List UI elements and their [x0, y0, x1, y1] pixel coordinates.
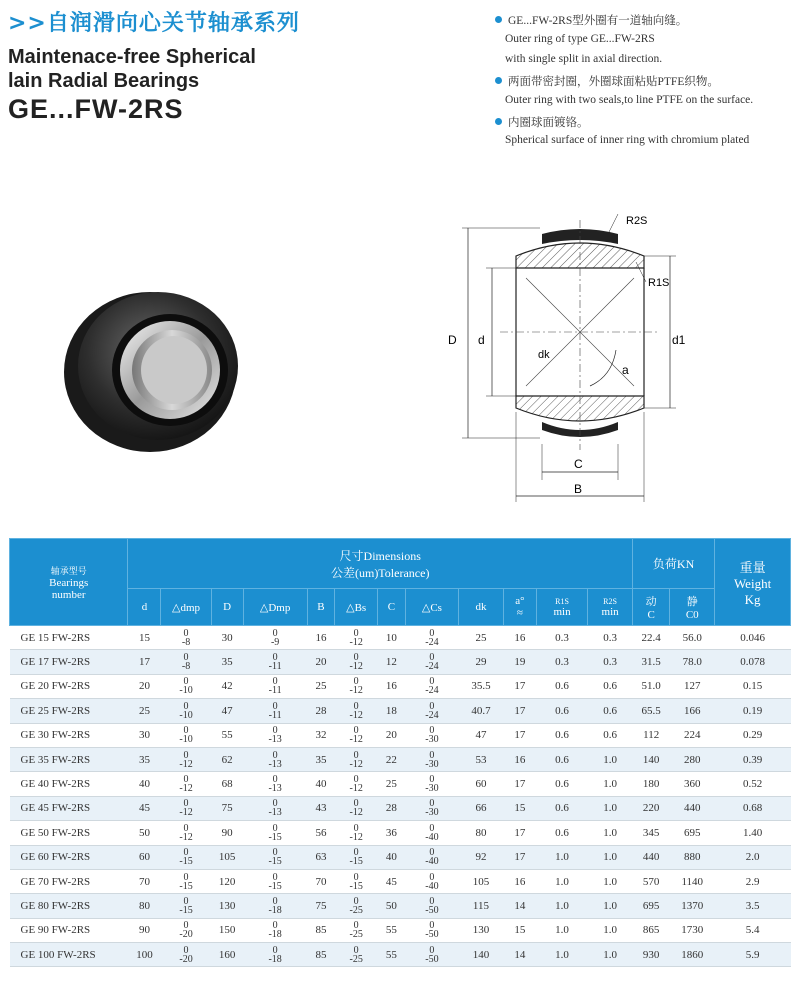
cell-sta: 440	[670, 796, 715, 820]
cell-Bs: 0 -12	[335, 747, 378, 771]
cell-Cs: 0 -40	[405, 869, 458, 893]
cell-D: 130	[211, 894, 243, 918]
cell-r1: 0.6	[536, 674, 587, 698]
cell-Cs: 0 -24	[405, 626, 458, 650]
cell-d: 50	[128, 821, 161, 845]
cell-Cs: 0 -24	[405, 650, 458, 674]
label-dk: dk	[538, 349, 550, 361]
cell-r2: 0.6	[588, 699, 633, 723]
cell-w: 0.15	[715, 674, 791, 698]
cell-a: 17	[503, 772, 536, 796]
cell-w: 3.5	[715, 894, 791, 918]
feature-3-en: Spherical surface of inner ring with chromium plated	[505, 134, 750, 146]
table-row	[10, 723, 791, 747]
cell-dmp: 0 -12	[161, 821, 211, 845]
label-d: d	[478, 333, 485, 347]
col-Dmp: △Dmp	[243, 589, 307, 626]
cell-Cs: 0 -50	[405, 894, 458, 918]
cell-model: GE 30 FW-2RS	[10, 723, 128, 747]
cell-C: 50	[378, 894, 406, 918]
specs-table-body	[10, 626, 791, 967]
cell-C: 25	[378, 772, 406, 796]
cell-dyn: 112	[633, 723, 670, 747]
cell-D: 75	[211, 796, 243, 820]
cell-sta: 1860	[670, 943, 715, 967]
product-title-line2: lain Radial Bearings	[8, 70, 200, 92]
cell-B: 63	[307, 845, 335, 869]
cell-model: GE 17 FW-2RS	[10, 650, 128, 674]
cell-D: 30	[211, 626, 243, 650]
cell-C: 20	[378, 723, 406, 747]
cell-model: GE 90 FW-2RS	[10, 918, 128, 942]
cell-model: GE 60 FW-2RS	[10, 845, 128, 869]
cell-D: 105	[211, 845, 243, 869]
cell-dk: 92	[459, 845, 504, 869]
cell-dk: 53	[459, 747, 504, 771]
feature-1-en-line2: with single split in axial direction.	[505, 53, 663, 65]
cell-d: 17	[128, 650, 161, 674]
cell-C: 10	[378, 626, 406, 650]
feature-2-cn: 两面带密封圈，外圈球面粘贴PTFE织物。	[495, 73, 719, 89]
cell-sta: 1140	[670, 869, 715, 893]
col-B: B	[307, 589, 335, 626]
cell-sta: 224	[670, 723, 715, 747]
cell-r1: 0.6	[536, 796, 587, 820]
cell-C: 18	[378, 699, 406, 723]
col-Cs: △Cs	[405, 589, 458, 626]
col-dynamic: 动 C	[633, 589, 670, 626]
cell-sta: 280	[670, 747, 715, 771]
specs-table	[9, 538, 791, 967]
cell-dmp: 0 -15	[161, 869, 211, 893]
table-row	[10, 772, 791, 796]
cell-r2: 1.0	[588, 894, 633, 918]
cell-Cs: 0 -24	[405, 699, 458, 723]
cell-B: 85	[307, 943, 335, 967]
cell-w: 1.40	[715, 821, 791, 845]
cell-r1: 0.3	[536, 626, 587, 650]
cell-Cs: 0 -30	[405, 796, 458, 820]
feature-2-en: Outer ring with two seals,to line PTFE on the surface.	[505, 94, 754, 106]
cell-a: 14	[503, 943, 536, 967]
cell-d: 30	[128, 723, 161, 747]
cell-Dmp: 0 -11	[243, 674, 307, 698]
table-row	[10, 869, 791, 893]
table-row	[10, 796, 791, 820]
cell-sta: 1730	[670, 918, 715, 942]
cell-dmp: 0 -8	[161, 650, 211, 674]
cell-r1: 1.0	[536, 894, 587, 918]
label-r1s: R1S	[648, 277, 670, 289]
cell-sta: 360	[670, 772, 715, 796]
cell-D: 120	[211, 869, 243, 893]
cell-dk: 60	[459, 772, 504, 796]
cell-dk: 115	[459, 894, 504, 918]
col-dk: dk	[459, 589, 504, 626]
cell-r2: 0.3	[588, 650, 633, 674]
cell-r1: 0.6	[536, 821, 587, 845]
cell-B: 70	[307, 869, 335, 893]
bullet-icon	[495, 118, 502, 125]
cell-D: 62	[211, 747, 243, 771]
cell-r2: 0.6	[588, 674, 633, 698]
cell-a: 16	[503, 747, 536, 771]
cell-dyn: 440	[633, 845, 670, 869]
cell-dmp: 0 -10	[161, 723, 211, 747]
cell-dyn: 180	[633, 772, 670, 796]
cell-C: 12	[378, 650, 406, 674]
cell-C: 55	[378, 943, 406, 967]
cell-a: 16	[503, 869, 536, 893]
table-row	[10, 699, 791, 723]
cell-Dmp: 0 -18	[243, 918, 307, 942]
table-row	[10, 747, 791, 771]
cell-Cs: 0 -30	[405, 772, 458, 796]
cell-r2: 1.0	[588, 747, 633, 771]
cell-B: 16	[307, 626, 335, 650]
cell-Bs: 0 -25	[335, 943, 378, 967]
cell-dyn: 930	[633, 943, 670, 967]
cell-Dmp: 0 -13	[243, 772, 307, 796]
cell-d: 20	[128, 674, 161, 698]
cell-dk: 29	[459, 650, 504, 674]
cell-dyn: 65.5	[633, 699, 670, 723]
feature-3-cn: 内圈球面镀铬。	[495, 114, 589, 130]
bearing-photo	[62, 288, 242, 456]
cell-a: 17	[503, 845, 536, 869]
cell-w: 0.19	[715, 699, 791, 723]
table-row	[10, 894, 791, 918]
cell-r2: 1.0	[588, 845, 633, 869]
cell-model: GE 35 FW-2RS	[10, 747, 128, 771]
label-C: C	[574, 457, 583, 471]
cell-w: 0.29	[715, 723, 791, 747]
cell-Bs: 0 -12	[335, 772, 378, 796]
cell-dyn: 22.4	[633, 626, 670, 650]
cell-Dmp: 0 -9	[243, 626, 307, 650]
col-dmp: △dmp	[161, 589, 211, 626]
cell-dk: 130	[459, 918, 504, 942]
cell-sta: 78.0	[670, 650, 715, 674]
cell-r1: 1.0	[536, 918, 587, 942]
cell-Dmp: 0 -18	[243, 894, 307, 918]
cell-dmp: 0 -10	[161, 699, 211, 723]
cell-r1: 1.0	[536, 845, 587, 869]
cell-Dmp: 0 -13	[243, 723, 307, 747]
label-a: a	[622, 363, 629, 377]
cell-dk: 25	[459, 626, 504, 650]
cell-w: 2.9	[715, 869, 791, 893]
cell-Bs: 0 -15	[335, 869, 378, 893]
cell-dk: 105	[459, 869, 504, 893]
col-d: d	[128, 589, 161, 626]
cell-Cs: 0 -40	[405, 845, 458, 869]
cell-r2: 1.0	[588, 943, 633, 967]
cell-B: 32	[307, 723, 335, 747]
cell-Cs: 0 -30	[405, 747, 458, 771]
cell-dyn: 345	[633, 821, 670, 845]
label-r2s: R2S	[626, 215, 648, 227]
cell-d: 60	[128, 845, 161, 869]
cell-a: 15	[503, 796, 536, 820]
cell-model: GE 20 FW-2RS	[10, 674, 128, 698]
cell-r1: 0.6	[536, 772, 587, 796]
cell-Dmp: 0 -15	[243, 845, 307, 869]
cell-sta: 1370	[670, 894, 715, 918]
cell-Dmp: 0 -18	[243, 943, 307, 967]
cell-w: 0.68	[715, 796, 791, 820]
cell-D: 55	[211, 723, 243, 747]
cell-Dmp: 0 -11	[243, 650, 307, 674]
cell-Dmp: 0 -13	[243, 796, 307, 820]
col-a: a° ≈	[503, 589, 536, 626]
cell-r2: 1.0	[588, 918, 633, 942]
cell-C: 36	[378, 821, 406, 845]
cell-d: 70	[128, 869, 161, 893]
cell-Dmp: 0 -11	[243, 699, 307, 723]
cell-sta: 166	[670, 699, 715, 723]
cell-B: 20	[307, 650, 335, 674]
cell-B: 28	[307, 699, 335, 723]
cell-Bs: 0 -12	[335, 723, 378, 747]
cell-model: GE 70 FW-2RS	[10, 869, 128, 893]
header-weight: 重量 Weight Kg	[715, 539, 791, 626]
bullet-icon	[495, 77, 502, 84]
cell-d: 25	[128, 699, 161, 723]
cell-C: 28	[378, 796, 406, 820]
table-row	[10, 918, 791, 942]
cell-Cs: 0 -50	[405, 918, 458, 942]
cell-d: 45	[128, 796, 161, 820]
table-row	[10, 845, 791, 869]
cell-dmp: 0 -12	[161, 747, 211, 771]
cell-model: GE 45 FW-2RS	[10, 796, 128, 820]
col-C: C	[378, 589, 406, 626]
cell-B: 75	[307, 894, 335, 918]
cell-Bs: 0 -12	[335, 674, 378, 698]
cell-Cs: 0 -50	[405, 943, 458, 967]
cell-sta: 880	[670, 845, 715, 869]
cell-B: 25	[307, 674, 335, 698]
table-row	[10, 626, 791, 650]
cell-D: 90	[211, 821, 243, 845]
cell-r1: 0.3	[536, 650, 587, 674]
cell-a: 17	[503, 674, 536, 698]
cell-C: 22	[378, 747, 406, 771]
cell-dyn: 865	[633, 918, 670, 942]
cell-sta: 695	[670, 821, 715, 845]
feature-1-cn: GE...FW-2RS型外圈有一道轴向缝。	[495, 12, 687, 28]
cell-dk: 66	[459, 796, 504, 820]
cell-r2: 1.0	[588, 772, 633, 796]
label-d1: d1	[672, 333, 686, 347]
cell-dmp: 0 -15	[161, 845, 211, 869]
cell-Bs: 0 -12	[335, 821, 378, 845]
cell-dk: 140	[459, 943, 504, 967]
cell-dmp: 0 -15	[161, 894, 211, 918]
cell-d: 100	[128, 943, 161, 967]
cell-dyn: 31.5	[633, 650, 670, 674]
cell-w: 0.39	[715, 747, 791, 771]
cell-B: 35	[307, 747, 335, 771]
cell-a: 17	[503, 699, 536, 723]
cell-a: 19	[503, 650, 536, 674]
cell-a: 16	[503, 626, 536, 650]
feature-1-en-line1: Outer ring of type GE...FW-2RS	[505, 33, 655, 45]
cell-Dmp: 0 -15	[243, 821, 307, 845]
cell-d: 80	[128, 894, 161, 918]
cell-r2: 0.6	[588, 723, 633, 747]
cell-r1: 1.0	[536, 943, 587, 967]
product-title-line1: Maintenace-free Spherical	[8, 46, 256, 68]
cell-r2: 1.0	[588, 821, 633, 845]
cell-dyn: 51.0	[633, 674, 670, 698]
cell-model: GE 100 FW-2RS	[10, 943, 128, 967]
cell-model: GE 25 FW-2RS	[10, 699, 128, 723]
cell-D: 68	[211, 772, 243, 796]
cell-a: 17	[503, 821, 536, 845]
cell-Bs: 0 -25	[335, 894, 378, 918]
label-D: D	[448, 333, 457, 347]
cell-model: GE 15 FW-2RS	[10, 626, 128, 650]
cell-dyn: 570	[633, 869, 670, 893]
cell-a: 15	[503, 918, 536, 942]
cell-B: 56	[307, 821, 335, 845]
cell-model: GE 40 FW-2RS	[10, 772, 128, 796]
cell-dyn: 220	[633, 796, 670, 820]
series-title: >>自润滑向心关节轴承系列	[8, 11, 300, 36]
cell-B: 40	[307, 772, 335, 796]
col-static: 静 C0	[670, 589, 715, 626]
cell-B: 85	[307, 918, 335, 942]
cell-r1: 0.6	[536, 723, 587, 747]
label-B: B	[574, 482, 583, 496]
cell-C: 16	[378, 674, 406, 698]
cell-dmp: 0 -8	[161, 626, 211, 650]
cell-model: GE 50 FW-2RS	[10, 821, 128, 845]
cell-model: GE 80 FW-2RS	[10, 894, 128, 918]
cell-D: 42	[211, 674, 243, 698]
cell-Bs: 0 -12	[335, 699, 378, 723]
header-load: 负荷KN	[633, 539, 715, 589]
cell-B: 43	[307, 796, 335, 820]
cell-Bs: 0 -25	[335, 918, 378, 942]
cell-w: 0.52	[715, 772, 791, 796]
cell-Dmp: 0 -15	[243, 869, 307, 893]
cell-w: 5.4	[715, 918, 791, 942]
cell-dyn: 695	[633, 894, 670, 918]
cell-C: 55	[378, 918, 406, 942]
col-r2s: R2S min	[588, 589, 633, 626]
cell-r2: 0.3	[588, 626, 633, 650]
cell-w: 5.9	[715, 943, 791, 967]
cell-dk: 80	[459, 821, 504, 845]
bearing-section-drawing	[440, 200, 686, 510]
cell-sta: 56.0	[670, 626, 715, 650]
cell-dmp: 0 -10	[161, 674, 211, 698]
cell-C: 40	[378, 845, 406, 869]
cell-sta: 127	[670, 674, 715, 698]
cell-dk: 47	[459, 723, 504, 747]
bullet-icon	[495, 16, 502, 23]
table-row	[10, 650, 791, 674]
header-bearing-number: 轴承型号 Bearings number	[10, 539, 128, 626]
cell-w: 0.046	[715, 626, 791, 650]
cell-w: 2.0	[715, 845, 791, 869]
col-r1s: R1S min	[536, 589, 587, 626]
cell-Bs: 0 -12	[335, 796, 378, 820]
cell-a: 14	[503, 894, 536, 918]
col-Bs: △Bs	[335, 589, 378, 626]
table-row	[10, 674, 791, 698]
cell-D: 35	[211, 650, 243, 674]
cell-r2: 1.0	[588, 796, 633, 820]
cell-d: 40	[128, 772, 161, 796]
cell-Bs: 0 -12	[335, 626, 378, 650]
cell-d: 35	[128, 747, 161, 771]
header-dimensions: 尺寸Dimensions 公差(um)Tolerance)	[128, 539, 633, 589]
cell-r1: 1.0	[536, 869, 587, 893]
cell-dmp: 0 -12	[161, 796, 211, 820]
cell-D: 150	[211, 918, 243, 942]
cell-D: 47	[211, 699, 243, 723]
cell-dk: 35.5	[459, 674, 504, 698]
model-title: GE...FW-2RS	[8, 94, 184, 124]
cell-r1: 0.6	[536, 747, 587, 771]
cell-Dmp: 0 -13	[243, 747, 307, 771]
table-row	[10, 943, 791, 967]
table-row	[10, 821, 791, 845]
cell-dmp: 0 -12	[161, 772, 211, 796]
cell-Cs: 0 -24	[405, 674, 458, 698]
cell-a: 17	[503, 723, 536, 747]
cell-dmp: 0 -20	[161, 943, 211, 967]
cell-dyn: 140	[633, 747, 670, 771]
cell-dmp: 0 -20	[161, 918, 211, 942]
cell-d: 90	[128, 918, 161, 942]
col-D: D	[211, 589, 243, 626]
cell-C: 45	[378, 869, 406, 893]
cell-Bs: 0 -15	[335, 845, 378, 869]
cell-Cs: 0 -30	[405, 723, 458, 747]
cell-Bs: 0 -12	[335, 650, 378, 674]
cell-dk: 40.7	[459, 699, 504, 723]
cell-Cs: 0 -40	[405, 821, 458, 845]
cell-d: 15	[128, 626, 161, 650]
cell-r2: 1.0	[588, 869, 633, 893]
cell-w: 0.078	[715, 650, 791, 674]
cell-r1: 0.6	[536, 699, 587, 723]
cell-D: 160	[211, 943, 243, 967]
